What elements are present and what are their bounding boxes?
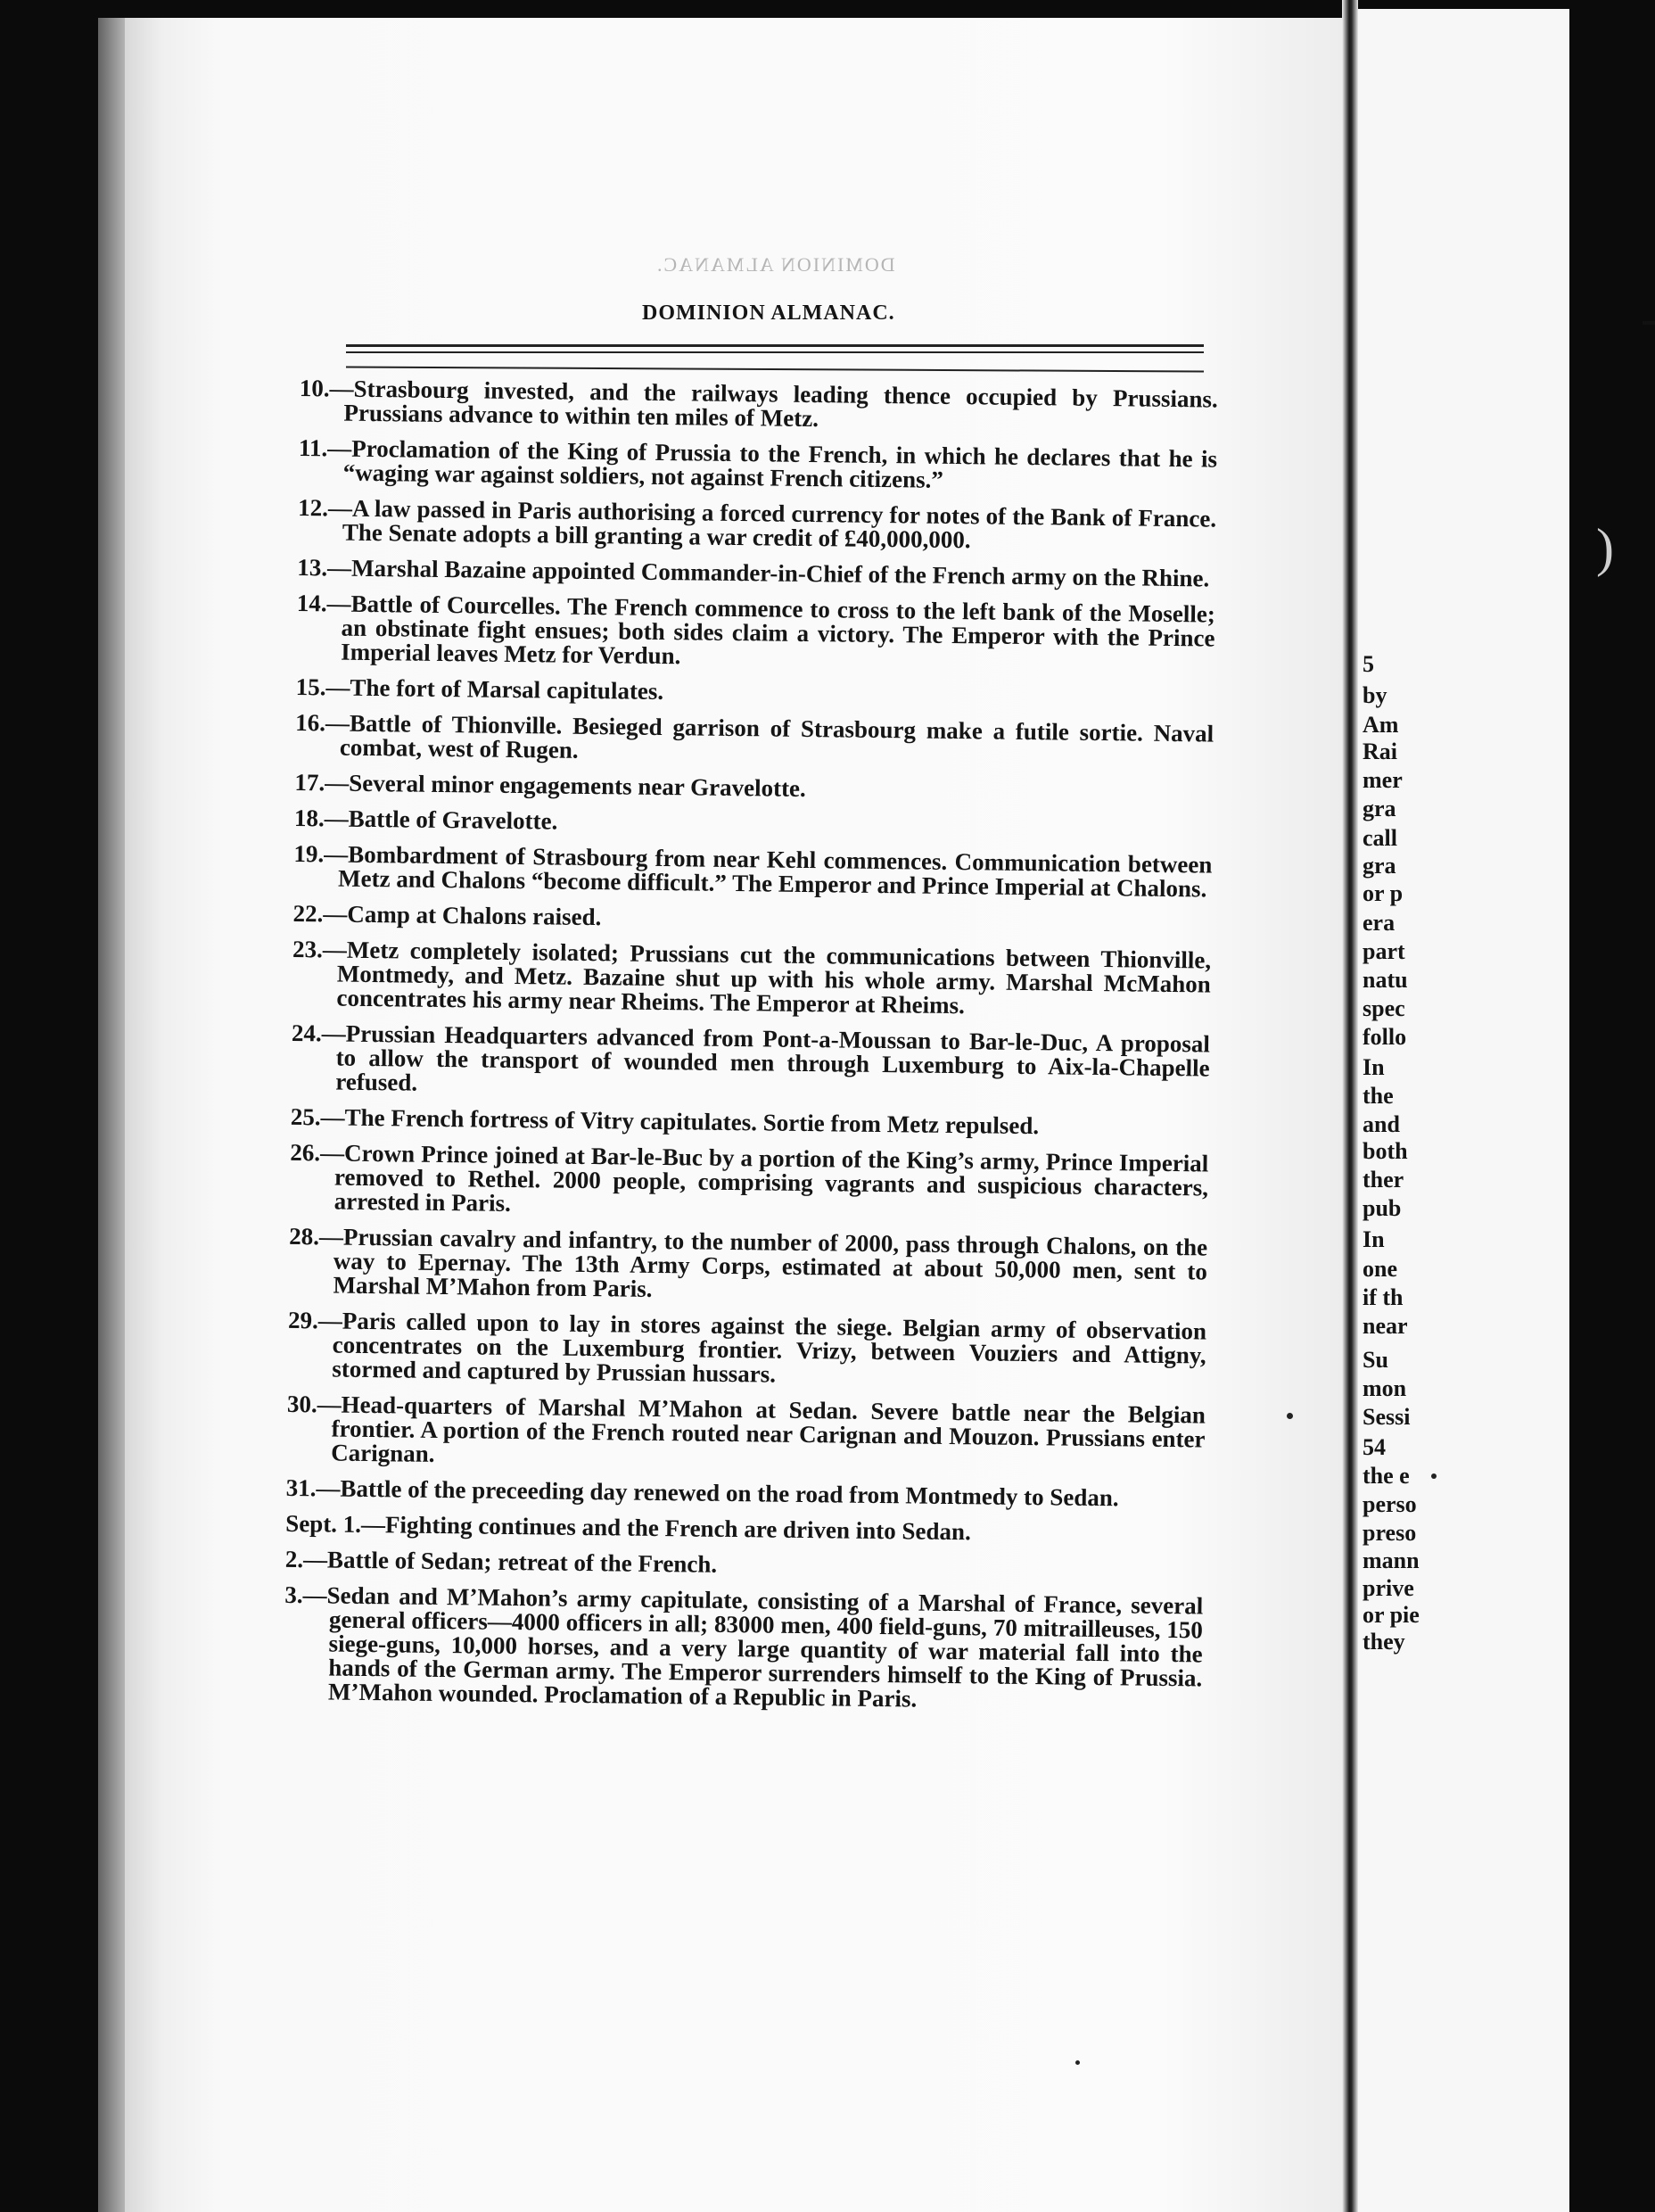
diary-entry: 15.—The fort of Marsal capitulates. [295, 673, 664, 706]
diary-entry: 12.—A law passed in Paris authorising a forced currency for notes of the Bank of France. The Senate adopts a bill granting a war credit of £40,000,000. [298, 493, 1217, 554]
right-page-fragment: 54 [1363, 1434, 1386, 1460]
right-page-fragment: or pie [1363, 1602, 1420, 1628]
right-page-fragment: if th [1363, 1284, 1404, 1310]
diary-entry: 13.—Marshal Bazaine appointed Commander-in-Chief of the French army on the Rhine. [297, 553, 1210, 592]
diary-entry: 19.—Bombardment of Strasbourg from near Kehl commences. Communication between Metz and Chalons “become difficult.” The Emperor and Prince Imperial at Chalons. [293, 839, 1213, 903]
diary-entry: 28.—Prussian cavalry and infantry, to the number of 2000, pass through Chalons, on the way to Epernay. The 13th Army Corps, estimated at about 50,000 men, sent to Marshal M’Mahon from Paris. [289, 1222, 1208, 1302]
diary-entry: 16.—Battle of Thionville. Besieged garrison of Strasbourg make a futile sortie. Naval combat, west of Rugen. [295, 708, 1214, 763]
heading-rule [346, 344, 1204, 347]
running-head: DOMINION ALMANAC. [642, 301, 895, 325]
diary-entry: Sept. 1.—Fighting continues and the French are driven into Sedan. [285, 1509, 971, 1546]
diary-entry: 2.—Battle of Sedan; retreat of the French. [284, 1545, 718, 1578]
right-page-fragment: prive [1363, 1575, 1414, 1601]
right-page-fragment: Rai [1363, 739, 1397, 764]
diary-entry: 18.—Battle of Gravelotte. [293, 804, 558, 835]
diary-entry: 3.—Sedan and M’Mahon’s army capitulate, consisting of a Marshal of France, several general officers—4000 officers in all; 83000 men, 400 field-guns, 70 mitrailleuses, 150 siege-guns, 10,000 horses, and a very large quantity of war material fall into the hands of the German army. The Emperor surrenders himself to the King of Prussia. M’Mahon wounded. Proclamation of a Republic in Paris. [284, 1581, 1204, 1713]
book-gutter [1342, 0, 1358, 2212]
right-page-rule-fragment [1643, 321, 1655, 325]
right-page-fragment: In [1363, 1226, 1385, 1252]
heading-rule [346, 351, 1204, 353]
right-page-fragment: gra [1363, 853, 1396, 879]
right-page-fragment: Am [1363, 712, 1399, 738]
right-page-fragment: the e [1363, 1463, 1410, 1489]
right-page-fragment: follo [1363, 1024, 1407, 1050]
diary-entries [284, 376, 1218, 1726]
diary-entry: 14.—Battle of Courcelles. The French commence to cross to the left bank of the Moselle; an obstinate fight ensues; both sides claim a victory. The Emperor with the Prince Imperial leaves Metz for Verdun. [296, 589, 1216, 670]
right-page-fragment: or p [1363, 880, 1404, 906]
right-page-fragment: Sessi [1363, 1404, 1411, 1430]
right-page-fragment: and [1363, 1111, 1400, 1137]
right-page-fragment: Su [1363, 1347, 1388, 1373]
diary-entry: 24.—Prussian Headquarters advanced from Pont-a-Moussan to Bar-le-Duc, A proposal to allow the transport of wounded men through Luxemburg to Aix-la-Chapelle refused. [291, 1019, 1211, 1096]
diary-entry: 30.—Head-quarters of Marshal M’Mahon at Sedan. Severe battle near the Belgian frontier. A portion of the French routed near Carignan and Mouzon. Prussians enter Carignan. [286, 1390, 1206, 1467]
right-page-fragment: they [1363, 1629, 1405, 1655]
diary-entry: 25.—The French fortress of Vitry capitulates. Sortie from Metz repulsed. [290, 1102, 1040, 1140]
right-page-fragment: In [1363, 1054, 1385, 1080]
ink-speck [1075, 2060, 1080, 2065]
right-page-fragment: both [1363, 1138, 1408, 1164]
right-page-fragment: by [1363, 682, 1387, 708]
ink-speck [1287, 1413, 1293, 1419]
diary-entry: 31.—Battle of the preceeding day renewed on the road from Montmedy to Sedan. [285, 1473, 1119, 1512]
right-page-fragment: one [1363, 1256, 1397, 1282]
scan-border-left [0, 0, 98, 2212]
right-page-fragment: preso [1363, 1520, 1417, 1546]
right-page-fragment: perso [1363, 1491, 1417, 1517]
right-page-fragment: part [1363, 938, 1405, 964]
diary-entry: 22.—Camp at Chalons raised. [292, 899, 602, 931]
diary-entry: 29.—Paris called upon to lay in stores against the siege. Belgian army of observation concentrates on the Luxemburg frontier. Vrizy, between Vouziers and Attigny, stormed and captured by Prussian hussars. [287, 1306, 1207, 1388]
ink-speck [1431, 1473, 1437, 1479]
right-page-fragment: mon [1363, 1375, 1407, 1401]
right-page-fragment: era [1363, 910, 1396, 936]
right-page-fragment: call [1363, 825, 1397, 851]
right-page-fragment: gra [1363, 796, 1396, 821]
bleed-through-mark: ) [1596, 518, 1614, 577]
bleed-through-heading: DOMINION ALMANAC. [655, 253, 895, 276]
diary-entry: 10.—Strasbourg invested, and the railways leading thence occupied by Prussians. Prussians advance to within ten miles of Metz. [299, 375, 1218, 433]
diary-entry: 23.—Metz completely isolated; Prussians cut the communications between Thionville, Montmedy, and Metz. Bazaine shut up with his whole army. Marshal McMahon concentrates his army near Rheims. The Emperor at Rheims. [292, 935, 1212, 1019]
right-page-fragment: 5 [1363, 651, 1374, 677]
right-page-fragment: spec [1363, 995, 1405, 1021]
right-page-fragment: ther [1363, 1167, 1404, 1193]
diary-entry: 11.—Proclamation of the King of Prussia to the French, in which he declares that he is “waging war against soldiers, not against French citizens.” [298, 433, 1218, 493]
right-page-fragment: mer [1363, 767, 1403, 793]
right-page-fragment: natu [1363, 967, 1408, 993]
right-page-fragment: mann [1363, 1548, 1420, 1573]
right-page-fragment: pub [1363, 1195, 1402, 1221]
diary-entry: 26.—Crown Prince joined at Bar-le-Buc by a portion of the King’s army, Prince Imperial removed to Rethel. 2000 people, comprising vagrants and suspicious characters, arrested in Paris. [290, 1138, 1209, 1217]
right-page [1358, 9, 1569, 2212]
scan-border-right [1569, 0, 1655, 2212]
diary-entry: 17.—Several minor engagements near Gravelotte. [294, 768, 806, 802]
right-page-fragment: the [1363, 1083, 1394, 1109]
right-page-fragment: near [1363, 1313, 1408, 1339]
